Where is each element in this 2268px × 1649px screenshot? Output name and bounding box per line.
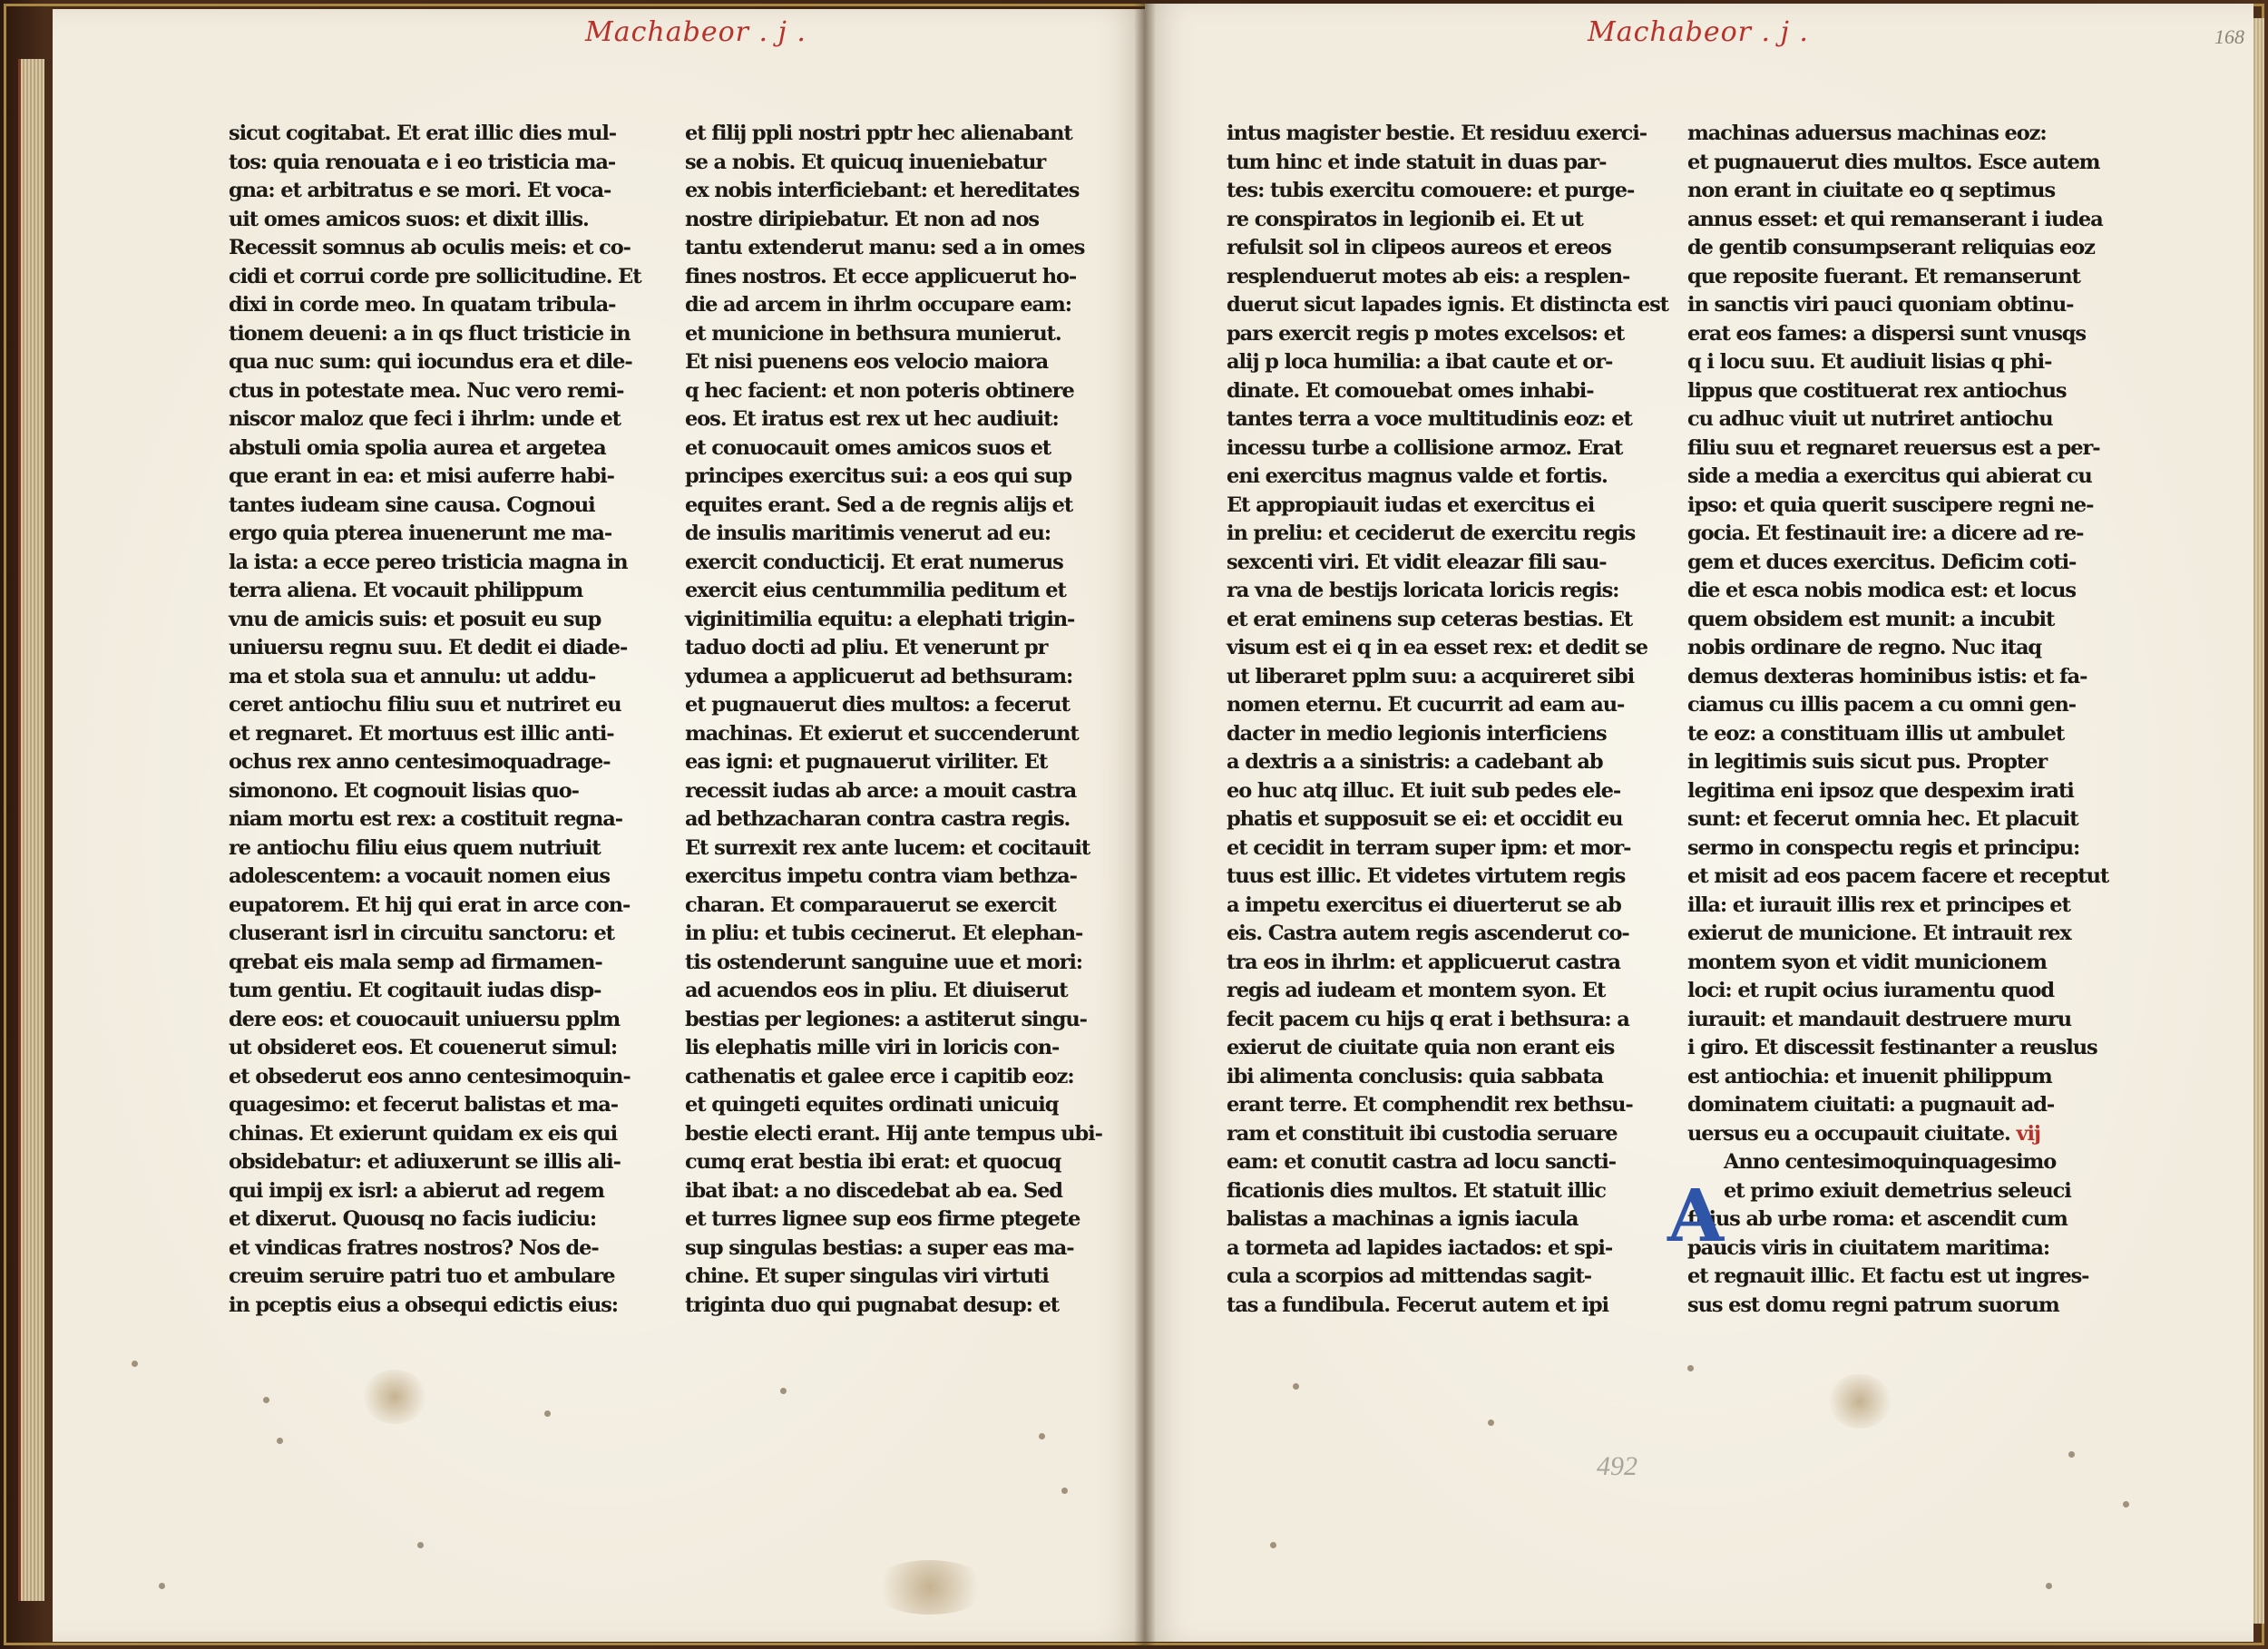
text-line: exercit eius centummilia peditum et	[685, 579, 1066, 602]
text-line: et erat eminens sup ceteras bestias. Et	[1227, 607, 1633, 631]
wormhole	[1488, 1420, 1494, 1426]
text-line: uit omes amicos suos: et dixit illis.	[229, 207, 589, 231]
text-line: side a media a exercitus qui abierat cu	[1687, 464, 2092, 488]
text-line: die et esca nobis modica est: et locus	[1687, 579, 2076, 602]
text-line: machinas aduersus machinas eoz:	[1687, 122, 2047, 145]
text-line: gocia. Et festinauit ire: a dicere ad re-	[1687, 522, 2084, 545]
text-line: a impetu exercitus ei diuerterut se ab	[1227, 893, 1621, 917]
wormhole	[780, 1388, 787, 1394]
text-line: taduo docti ad pliu. Et venerunt pr	[685, 636, 1048, 659]
text-line: chine. Et super singulas viri virtuti	[685, 1264, 1049, 1288]
text-line: in preliu: et ceciderut de exercitu regis	[1227, 522, 1636, 545]
text-line: sicut cogitabat. Et erat illic dies mul-	[229, 122, 617, 145]
text-line: ut liberaret pplm suu: a acquireret sibi	[1227, 664, 1635, 688]
text-line: q i locu suu. Et audiuit lisias q phi-	[1687, 350, 2052, 374]
text-line: chinas. Et exierunt quidam ex eis qui	[229, 1121, 618, 1146]
text-line: ciamus cu illis pacem a cu omni gen-	[1687, 693, 2077, 717]
text-line: ergo quia pterea inuenerunt me ma-	[229, 522, 612, 545]
text-line: ficationis dies multos. Et statuit illic	[1227, 1178, 1606, 1203]
text-column-4	[1687, 120, 2109, 1320]
text-line: cumq erat bestia ibi erat: et quocuq	[685, 1150, 1061, 1174]
text-line: fines nostros. Et ecce applicuerut ho-	[685, 264, 1077, 288]
text-line: incessu turbe a collisione armoz. Erat	[1227, 435, 1623, 460]
text-line: nostre diripiebatur. Et non ad nos	[685, 207, 1039, 231]
text-line: non erant in ciuitate eo q septimus	[1687, 179, 2056, 202]
text-line: eos. Et iratus est rex ut hec audiuit:	[685, 407, 1059, 431]
text-line: exierut de municione. Et intrauit rex	[1687, 922, 2071, 945]
text-line: ochus rex anno centesimoquadrage-	[229, 750, 611, 774]
text-line: a dextris a a sinistris: a cadebant ab	[1227, 750, 1603, 774]
text-line: tantu extenderut manu: sed a in omes	[685, 236, 1085, 259]
text-line: tos: quia renouata e i eo tristicia ma-	[229, 150, 616, 174]
text-line: exercitus impetu contra viam bethza-	[685, 864, 1077, 888]
text-line: eni exercitus magnus valde et fortis.	[1227, 464, 1608, 488]
decorated-initial: A	[1667, 1173, 1725, 1258]
text-line: dixi in corde meo. In quatam tribula-	[229, 293, 616, 317]
text-line: se a nobis. Et quicuq inueniebatur	[685, 150, 1046, 174]
text-line: machinas. Et exierut et succenderunt	[685, 721, 1079, 746]
text-line: annus esset: et qui remanserant i iudea	[1687, 207, 2103, 231]
wormhole	[1061, 1488, 1068, 1494]
text-line: regis ad iudeam et montem syon. Et	[1227, 979, 1606, 1002]
text-line: intus magister bestie. Et residuu exerci-	[1227, 122, 1647, 145]
text-line: phatis et supposuit se ei: et occidit eu	[1227, 807, 1623, 831]
text-line: lis elephatis mille viri in loricis con-	[685, 1036, 1060, 1059]
text-line: et dixerut. Quousq no facis iudiciu:	[229, 1207, 597, 1231]
text-line: eas igni: et pugnauerut viriliter. Et	[685, 750, 1048, 774]
text-line: tas a fundibula. Fecerut autem et ipi	[1227, 1293, 1608, 1317]
text-line: loci: et rupit ocius iuramentu quod	[1687, 979, 2055, 1002]
text-line: ra vna de bestijs loricata loricis regis:	[1227, 579, 1619, 602]
text-line: dere eos: et couocauit uniuersu pplm	[229, 1007, 621, 1031]
text-line: demus dexteras hominibus istis: et fa-	[1687, 664, 2087, 688]
text-line: legitima eni ipsoz que despexim irati	[1687, 778, 2074, 803]
text-line: et regnauit illic. Et factu est ut ingres-	[1687, 1264, 2089, 1288]
text-line: in pliu: et tubis cecinerut. Et elephan-	[685, 922, 1083, 945]
text-line: et cecidit in terram super ipm: et mor-	[1227, 835, 1631, 860]
pencil-shelf-mark: 492	[1597, 1451, 1637, 1481]
foxing-stain	[871, 1560, 989, 1615]
text-line: in sanctis viri pauci quoniam obtinu-	[1687, 293, 2074, 317]
text-line: ibat ibat: a no discedebat ab ea. Sed	[685, 1178, 1062, 1203]
text-line: nobis ordinare de regno. Nuc itaq	[1687, 636, 2042, 659]
text-line: et turres lignee sup eos firme ptegete	[685, 1207, 1080, 1231]
text-line: in legitimis suis sicut pus. Propter	[1687, 750, 2048, 774]
text-line: visum est ei q in ea esset rex: et dedit se	[1227, 636, 1647, 659]
text-line: qui impij ex isrl: a abierut ad regem	[229, 1178, 604, 1203]
text-line: bestie electi erant. Hij ante tempus ubi-	[685, 1121, 1102, 1146]
text-line: Et appropiauit iudas et exercitus ei	[1227, 493, 1595, 517]
text-line: adolescentem: a vocauit nomen eius	[229, 864, 610, 888]
text-line: vnu de amicis suis: et posuit eu sup	[229, 607, 601, 631]
text-line: que erant in ea: et misi auferre habi-	[229, 464, 614, 488]
text-line: et municione in bethsura munierut.	[685, 321, 1061, 346]
text-line: cidi et corrui corde pre sollicitudine. Et	[229, 264, 641, 288]
wormhole	[2068, 1451, 2075, 1458]
text-line: tis ostenderunt sanguine uue et mori:	[685, 950, 1083, 974]
wormhole	[263, 1397, 269, 1403]
page-edges-right	[2252, 18, 2264, 1624]
text-line: fecit pacem cu hijs q erat i bethsura: a	[1227, 1007, 1629, 1031]
text-line: eo huc atq illuc. Et iuit sub pedes ele-	[1227, 778, 1621, 803]
wormhole	[1039, 1433, 1045, 1439]
text-line: refulsit sol in clipeos aureos et ereos	[1227, 236, 1611, 259]
text-line: tum gentiu. Et cogitauit iudas disp-	[229, 979, 601, 1002]
text-line: eis. Castra autem regis ascenderut co-	[1227, 922, 1629, 945]
text-line: exercit conducticij. Et erat numerus	[685, 550, 1063, 574]
text-line: sup singulas bestias: a super eas ma-	[685, 1235, 1074, 1260]
text-line: cluserant isrl in circuitu sanctoru: et	[229, 922, 614, 945]
text-line: filius ab urbe roma: et ascendit cum	[1687, 1207, 2068, 1231]
text-line: abstuli omia spolia aurea et argetea	[229, 435, 606, 460]
text-line: ibi alimenta conclusis: quia sabbata	[1227, 1064, 1604, 1088]
text-line: montem syon et vidit municionem	[1687, 950, 2047, 974]
text-line: tra eos in ihrlm: et applicuerut castra	[1227, 950, 1620, 974]
text-line: in pceptis eius a obsequi edictis eius:	[229, 1293, 619, 1317]
text-line: tantes terra a voce multitudinis eoz: et	[1227, 407, 1632, 431]
text-line: cu adhuc viuit ut nutriret antiochu	[1687, 407, 2053, 431]
text-line: qrebat eis mala semp ad firmamen-	[229, 950, 602, 974]
text-line: pars exercit regis p motes excelsos: et	[1227, 321, 1625, 346]
text-line: Recessit somnus ab oculis meis: et co-	[229, 236, 631, 259]
text-line: simonono. Et cognouit lisias quo-	[229, 778, 579, 803]
text-line: q hec facient: et non poteris obtinere	[685, 378, 1074, 403]
text-line: tum hinc et inde statuit in duas par-	[1227, 150, 1607, 174]
text-line: et regnaret. Et mortuus est illic anti-	[229, 721, 614, 746]
wormhole	[2123, 1501, 2129, 1508]
text-line: ad bethzacharan contra castra regis.	[685, 807, 1070, 831]
foxing-stain	[363, 1370, 426, 1424]
text-line: gna: et arbitratus e se mori. Et voca-	[229, 179, 611, 202]
text-line: die ad arcem in ihrlm occupare eam:	[685, 293, 1071, 317]
text-line: de insulis maritimis venerut ad eu:	[685, 522, 1051, 545]
text-line: terra aliena. Et vocauit philippum	[229, 579, 583, 602]
text-line: resplenduerut motes ab eis: a resplen-	[1227, 264, 1630, 288]
text-line: filiu suu et regnaret reuersus est a per-	[1687, 435, 2100, 460]
page-edges-left	[18, 59, 44, 1601]
text-line: ctus in potestate mea. Nuc vero remi-	[229, 378, 624, 403]
text-line: uersus eu a occupauit ciuitate. vij	[1687, 1121, 2040, 1146]
text-line: dacter in medio legionis interficiens	[1227, 721, 1607, 746]
running-head-left: Machabeor . j .	[585, 16, 807, 48]
text-line: ceret antiochu filiu suu et nutriret eu	[229, 693, 621, 717]
text-line: et filij ppli nostri pptr hec alienabant	[685, 122, 1072, 145]
text-line: eupatorem. Et hij qui erat in arce con-	[229, 893, 631, 917]
text-line: ex nobis interficiebant: et hereditates	[685, 179, 1080, 202]
text-line: i giro. Et discessit festinanter a reuslus	[1687, 1036, 2097, 1059]
text-line: iurauit: et mandauit destruere muru	[1687, 1007, 2072, 1031]
wormhole	[2046, 1583, 2052, 1589]
text-column-1	[229, 120, 641, 1320]
text-line: charan. Et comparauerut se exercit	[685, 893, 1056, 917]
wormhole	[417, 1542, 424, 1548]
text-line: dinate. Et comouebat omes inhabi-	[1227, 378, 1594, 403]
text-line: que reposite fuerant. Et remanserunt	[1687, 264, 2080, 288]
text-line: quem obsidem est munit: a incubit	[1687, 607, 2055, 631]
text-line: lippus que costituerat rex antiochus	[1687, 378, 2067, 403]
wormhole	[544, 1410, 551, 1417]
text-line: et obsederut eos anno centesimoquin-	[229, 1064, 631, 1088]
book-gutter	[1134, 0, 1156, 1649]
text-line: gem et duces exercitus. Deficim coti-	[1687, 550, 2077, 574]
text-line: a tormeta ad lapides iactados: et spi-	[1227, 1235, 1613, 1260]
foxing-stain	[1828, 1374, 1892, 1429]
text-line: et primo exiuit demetrius seleuci	[1724, 1178, 2071, 1203]
text-line: et misit ad eos pacem facere et receptut	[1687, 864, 2109, 888]
text-line: erat eos fames: a dispersi sunt vnusqs	[1687, 321, 2086, 346]
text-line: ydumea a applicuerut ad bethsuram:	[685, 664, 1073, 688]
text-line: ipso: et quia querit suscipere regni ne-	[1687, 493, 2094, 517]
text-line: dominatem ciuitati: a pugnauit ad-	[1687, 1093, 2055, 1117]
text-line: recessit iudas ab arce: a mouit castra	[685, 778, 1077, 803]
text-line: bestias per legiones: a astiterut singu-	[685, 1007, 1087, 1031]
wormhole	[132, 1361, 138, 1367]
text-line: uniuersu regnu suu. Et dedit ei diade-	[229, 636, 628, 659]
text-line: ma et stola sua et annulu: ut addu-	[229, 664, 596, 688]
text-line: eam: et conutit castra ad locu sancti-	[1227, 1150, 1616, 1174]
text-line: principes exercitus sui: a eos qui sup	[685, 464, 1072, 488]
folio-number: 168	[2214, 25, 2244, 48]
text-line: erant terre. Et comphendit rex bethsu-	[1227, 1093, 1633, 1117]
text-line: et pugnauerut dies multos: a fecerut	[685, 693, 1070, 717]
wormhole	[277, 1438, 283, 1444]
text-line: et pugnauerut dies multos. Esce autem	[1687, 150, 2100, 174]
text-line: Et nisi puenens eos velocio maiora	[685, 350, 1049, 374]
text-line: de gentib consumpserant reliquias eoz	[1687, 236, 2095, 259]
chapter-rubric: vij	[2016, 1121, 2040, 1146]
text-line: equites erant. Sed a de regnis alijs et	[685, 493, 1073, 517]
text-line: est antiochia: et inuenit philippum	[1687, 1064, 2052, 1088]
text-line: ut obsideret eos. Et couenerut simul:	[229, 1036, 618, 1059]
text-line: qua nuc sum: qui iocundus era et dile-	[229, 350, 632, 374]
text-line: tuus est illic. Et videtes virtutem regis	[1227, 864, 1626, 888]
text-line: et quingeti equites ordinati unicuiq	[685, 1093, 1059, 1117]
text-line: illa: et iurauit illis rex et principes et	[1687, 893, 2070, 917]
text-line: alij p loca humilia: a ibat caute et or-	[1227, 350, 1613, 374]
text-line: sus est domu regni patrum suorum	[1687, 1293, 2059, 1317]
text-column-2	[685, 120, 1102, 1320]
text-line: obsidebatur: et adiuxerunt se illis ali-	[229, 1150, 621, 1174]
text-line: nomen eternu. Et cucurrit ad eam au-	[1227, 693, 1625, 717]
text-line: tionem deueni: a in qs fluct tristicie in	[229, 321, 631, 346]
text-line: sunt: et fecerut omnia hec. Et placuit	[1687, 807, 2078, 831]
text-line: re antiochu filiu eius quem nutriuit	[229, 835, 601, 860]
text-line: quagesimo: et fecerut balistas et ma-	[229, 1093, 618, 1117]
text-line: tantes iudeam sine causa. Cognoui	[229, 493, 595, 517]
text-line: niam mortu est rex: a costituit regna-	[229, 807, 622, 831]
text-line: cula a scorpios ad mittendas sagit-	[1227, 1264, 1591, 1288]
text-line: paucis viris in ciuitatem maritima:	[1687, 1235, 2050, 1260]
text-line: balistas a machinas a ignis iacula	[1227, 1207, 1579, 1231]
text-line: et vindicas fratres nostros? Nos de-	[229, 1235, 599, 1260]
text-line: exierut de ciuitate quia non erant eis	[1227, 1036, 1615, 1059]
text-line: duerut sicut lapades ignis. Et distincta est	[1227, 293, 1668, 317]
wormhole	[159, 1583, 165, 1589]
text-line: et conuocauit omes amicos suos et	[685, 435, 1051, 460]
text-line: cathenatis et galee erce i capitib eoz:	[685, 1064, 1074, 1088]
wormhole	[1270, 1542, 1276, 1548]
text-line: tes: tubis exercitu comouere: et purge-	[1227, 179, 1635, 202]
text-line: la ista: a ecce pereo tristicia magna in	[229, 550, 628, 574]
text-column-3	[1227, 120, 1668, 1320]
text-line: re conspiratos in legionib ei. Et ut	[1227, 207, 1583, 231]
text-line: te eoz: a constituam illis ut ambulet	[1687, 721, 2065, 746]
text-line: sexcenti viri. Et vidit eleazar fili sau-	[1227, 550, 1607, 574]
wormhole	[1293, 1383, 1299, 1390]
text-line: niscor maloz que feci i ihrlm: unde et	[229, 407, 621, 431]
text-line: triginta duo qui pugnabat desup: et	[685, 1293, 1060, 1317]
text-line: ad acuendos eos in pliu. Et diuiserut	[685, 979, 1068, 1002]
text-line: ram et constituit ibi custodia seruare	[1227, 1121, 1618, 1146]
wormhole	[1687, 1365, 1694, 1371]
text-line: Et surrexit rex ante lucem: et cocitauit	[685, 835, 1090, 860]
text-line: viginitimilia equitu: a elephati trigin-	[685, 607, 1075, 631]
text-line: Anno centesimoquinquagesimo	[1724, 1150, 2057, 1174]
text-line: creuim seruire patri tuo et ambulare	[229, 1264, 615, 1288]
text-line: sermo in conspectu regis et principu:	[1687, 835, 2080, 860]
running-head-right: Machabeor . j .	[1588, 16, 1809, 48]
